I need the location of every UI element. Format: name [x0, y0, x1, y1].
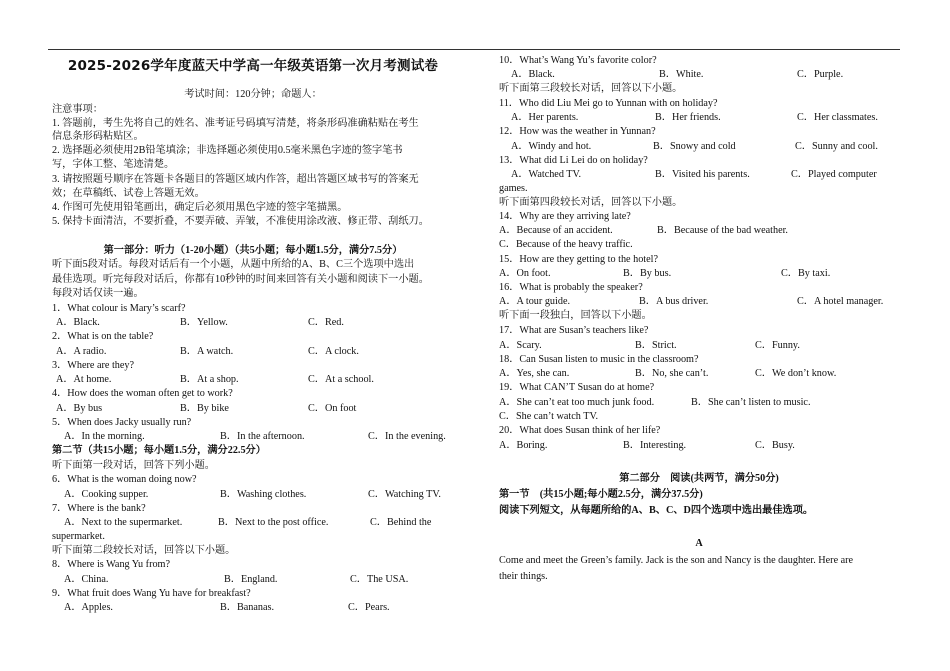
- option-c: C．A hotel manager.: [797, 296, 884, 307]
- option-c: C．The USA.: [350, 574, 409, 585]
- question-stem: 1．What colour is Mary’s scarf?: [52, 303, 186, 314]
- option-b: B．Yellow.: [180, 317, 228, 328]
- option-c: C．Played computer: [791, 169, 877, 180]
- passage-label: A: [695, 538, 703, 549]
- option-b: B．Her friends.: [655, 112, 721, 123]
- question-stem: 10．What’s Wang Yu’s favorite color?: [499, 55, 657, 66]
- option-c: C．We don’t know.: [755, 368, 837, 379]
- option-c: C．Funny.: [755, 340, 800, 351]
- note-line: 信息条形码粘贴区。: [52, 131, 144, 142]
- question-stem: 6．What is the woman doing now?: [52, 474, 197, 485]
- question-stem: 4．How does the woman often get to work?: [52, 388, 233, 399]
- section2-heading: 第二节（共15小题；每小题1.5分，满分22.5分）: [52, 445, 266, 456]
- option-b: B．Bananas.: [220, 602, 275, 613]
- question-stem: 18．Can Susan listen to music in the classroom?: [499, 354, 699, 365]
- question-stem: 13．What did Li Lei do on holiday?: [499, 155, 648, 166]
- passage-line: Come and meet the Green’s family. Jack is the son and Nancy is the daughter. Here are: [499, 555, 854, 566]
- option-c: C．Busy.: [755, 440, 795, 451]
- question-stem: 12．How was the weather in Yunnan?: [499, 126, 656, 137]
- reading-instruction: 阅读下列短文，从每题所给的A、B、C、D四个选项中选出最佳选项。: [499, 505, 814, 516]
- option-a: A．On foot.: [499, 268, 551, 279]
- option-c-continued: games.: [499, 183, 528, 194]
- notes-heading: 注意事项：: [52, 104, 103, 115]
- listening-part-heading: 第一部分：听力（1-20小题）（共5小题；每小题1.5分，满分7.5分）: [103, 245, 403, 256]
- option-a: A．A tour guide.: [499, 296, 571, 307]
- option-b: B．Next to the post office.: [218, 517, 329, 528]
- option-b: B．No, she can’t.: [635, 368, 709, 379]
- option-a: A．In the morning.: [64, 431, 145, 442]
- exam-info: 考试时间：120分钟；命题人：: [184, 89, 322, 100]
- exam-title: 2025-2026学年度蓝天中学高一年级英语第一次月考测试卷: [67, 58, 439, 74]
- listening-instruction: 每段对话仅读一遍。: [52, 288, 144, 299]
- option-a: A．Black.: [56, 317, 100, 328]
- dialog-intro: 听下面第三段较长对话，回答以下小题。: [499, 83, 683, 94]
- option-b: B．White.: [659, 69, 704, 80]
- option-b: B．By bike: [180, 403, 229, 414]
- note-line: 写，字体工整、笔迹清楚。: [52, 159, 175, 170]
- option-c-continued: supermarket.: [52, 531, 105, 542]
- option-c: C．Purple.: [797, 69, 844, 80]
- option-c: C．Because of the heavy traffic.: [499, 239, 633, 250]
- option-a: A．Because of an accident.: [499, 225, 613, 236]
- option-a: A．Next to the supermarket.: [64, 517, 183, 528]
- option-c: C．In the evening.: [368, 431, 446, 442]
- option-c: C．She can’t watch TV.: [499, 411, 599, 422]
- option-a: A．Windy and hot.: [511, 141, 592, 152]
- option-a: A．Scary.: [499, 340, 542, 351]
- option-c: C．On foot: [308, 403, 357, 414]
- reading-part-heading: 第二部分 阅读(共两节，满分50分): [619, 473, 779, 484]
- top-rule: [48, 49, 900, 50]
- question-stem: 5．When does Jacky usually run?: [52, 417, 192, 428]
- option-a: A．China.: [64, 574, 109, 585]
- question-stem: 14．Why are they arriving late?: [499, 211, 631, 222]
- option-c: C．Red.: [308, 317, 344, 328]
- question-stem: 2．What is on the table?: [52, 331, 154, 342]
- note-line: 2. 选择题必须使用2B铅笔填涂；非选择题必须使用0.5毫米黑色字迹的签字笔书: [52, 145, 403, 156]
- option-b: B．Snowy and cold: [653, 141, 736, 152]
- dialog-intro: 听下面第二段较长对话，回答以下小题。: [52, 545, 236, 556]
- option-b: B．A watch.: [180, 346, 234, 357]
- option-c: C．Sunny and cool.: [795, 141, 878, 152]
- option-a: A．Yes, she can.: [499, 368, 570, 379]
- option-c: C．Behind the: [370, 517, 432, 528]
- option-c: C．A clock.: [308, 346, 359, 357]
- option-b: B．Visited his parents.: [655, 169, 750, 180]
- question-stem: 7．Where is the bank?: [52, 503, 146, 514]
- option-a: A．Her parents.: [511, 112, 579, 123]
- option-b: B．England.: [224, 574, 278, 585]
- option-a: A．She can’t eat too much junk food.: [499, 397, 655, 408]
- listening-instruction: 听下面5段对话。每段对话后有一个小题，从题中所给的A、B、C三个选项中选出: [52, 259, 415, 270]
- question-stem: 15．How are they getting to the hotel?: [499, 254, 658, 265]
- note-line: 5. 保持卡面清洁，不要折叠，不要弄破、弄皱，不准使用涂改液、修正带、刮纸刀。: [52, 216, 429, 227]
- question-stem: 3．Where are they?: [52, 360, 135, 371]
- dialog-intro: 听下面第一段对话，回答下列小题。: [52, 460, 215, 471]
- option-a: A．A radio.: [56, 346, 107, 357]
- reading-section1-heading: 第一节 (共15小题;每小题2.5分，满分37.5分): [499, 489, 703, 500]
- option-b: B．Strict.: [635, 340, 677, 351]
- option-a: A．Watched TV.: [511, 169, 582, 180]
- option-b: B．At a shop.: [180, 374, 239, 385]
- option-b: B．She can’t listen to music.: [691, 397, 811, 408]
- question-stem: 9．What fruit does Wang Yu have for breakfast?: [52, 588, 251, 599]
- option-a: A．Black.: [511, 69, 555, 80]
- question-stem: 17．What are Susan’s teachers like?: [499, 325, 649, 336]
- monologue-intro: 听下面一段独白，回答以下小题。: [499, 310, 652, 321]
- option-c: C．Pears.: [348, 602, 390, 613]
- passage-line: their things.: [499, 571, 548, 582]
- option-c: C．At a school.: [308, 374, 374, 385]
- option-a: A．Cooking supper.: [64, 489, 149, 500]
- question-stem: 19．What CAN’T Susan do at home?: [499, 382, 655, 393]
- option-b: B．Interesting.: [623, 440, 687, 451]
- option-a: A．At home.: [56, 374, 112, 385]
- listening-instruction: 最佳选项。听完每段对话后，你都有10秒钟的时间来回答有关小题和阅读下一小题。: [52, 274, 429, 285]
- question-stem: 20．What does Susan think of her life?: [499, 425, 661, 436]
- question-stem: 11．Who did Liu Mei go to Yunnan with on holiday?: [499, 98, 718, 109]
- note-line: 3. 请按照题号顺序在答题卡各题目的答题区域内作答，超出答题区域书写的答案无: [52, 174, 419, 185]
- option-a: A．By bus: [56, 403, 103, 414]
- option-b: B．By bus.: [623, 268, 672, 279]
- option-c: C．Her classmates.: [797, 112, 878, 123]
- dialog-intro: 听下面第四段较长对话，回答以下小题。: [499, 197, 683, 208]
- note-line: 效；在草稿纸、试卷上答题无效。: [52, 188, 205, 199]
- option-b: B．In the afternoon.: [220, 431, 305, 442]
- option-a: A．Apples.: [64, 602, 113, 613]
- option-c: C．Watching TV.: [368, 489, 441, 500]
- option-a: A．Boring.: [499, 440, 548, 451]
- option-b: B．A bus driver.: [639, 296, 709, 307]
- option-b: B．Because of the bad weather.: [657, 225, 788, 236]
- option-b: B．Washing clothes.: [220, 489, 307, 500]
- option-c: C．By taxi.: [781, 268, 831, 279]
- note-line: 4. 作图可先使用铅笔画出，确定后必须用黑色字迹的签字笔描黑。: [52, 202, 348, 213]
- question-stem: 8．Where is Wang Yu from?: [52, 559, 170, 570]
- note-line: 1. 答题前，考生先将自己的姓名、准考证号码填写清楚，将条形码准确粘贴在考生: [52, 118, 419, 129]
- question-stem: 16．What is probably the speaker?: [499, 282, 643, 293]
